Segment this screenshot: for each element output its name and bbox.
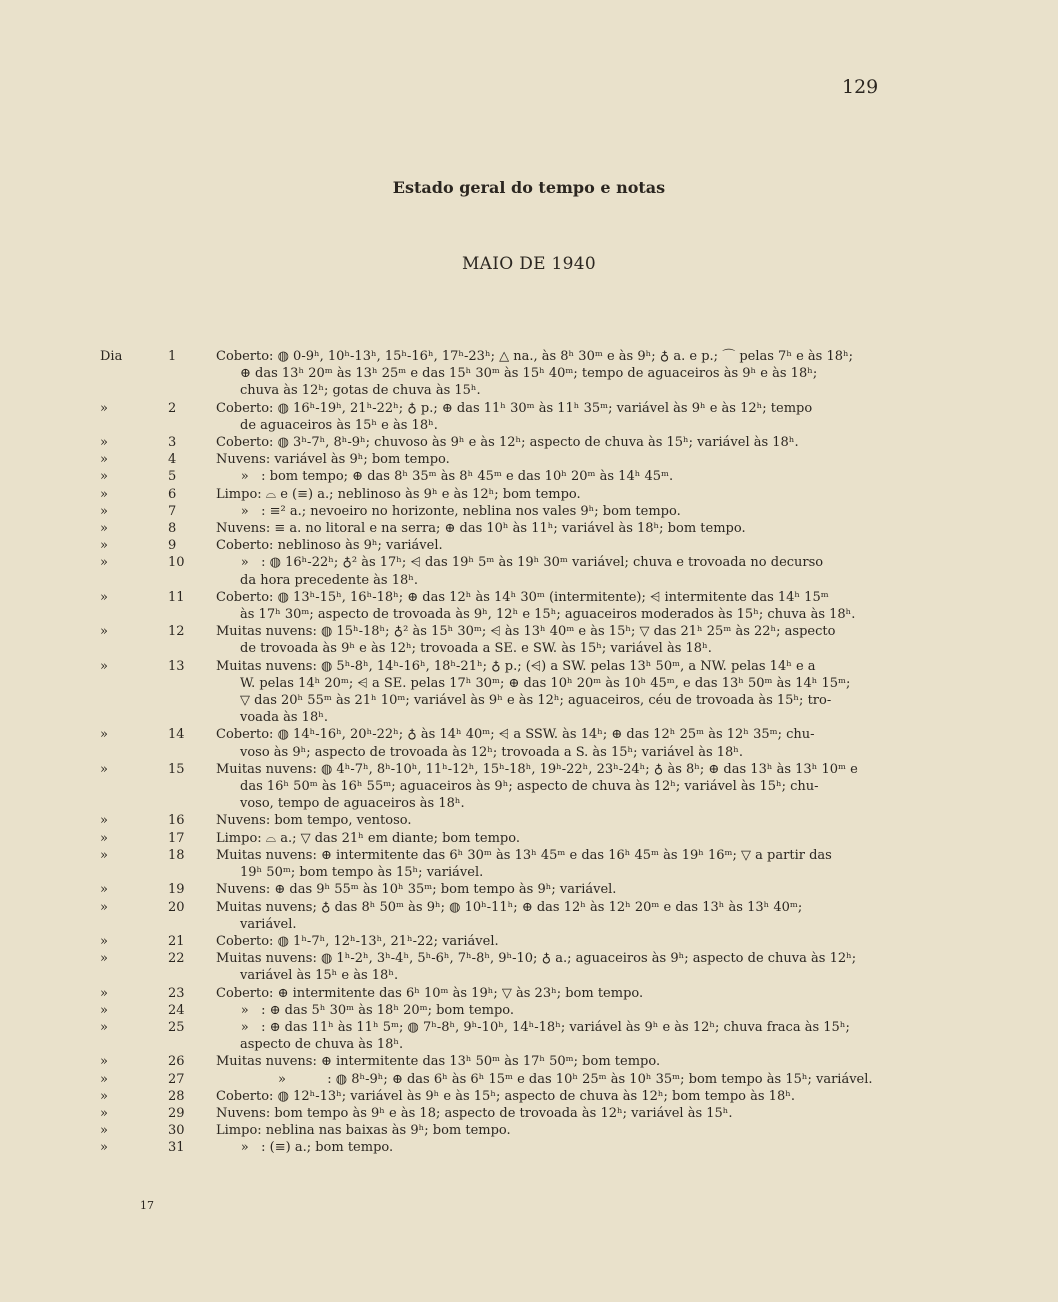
note-line: Nuvens: bom tempo, ventoso. [216,813,412,829]
day-label: » [100,589,108,605]
day-entry [100,589,890,623]
day-number: 18 [168,847,185,863]
day-entry [100,503,890,520]
note-line: Coberto: ◍ 16ʰ-19ʰ, 21ʰ-22ʰ; ♁ p.; ⊕ das 11ʰ 30ᵐ às 11ʰ 35ᵐ; variável às 9ʰ e às 12ʰ; tempo [216,400,813,416]
day-notes [216,1122,890,1139]
day-notes [216,400,890,434]
day-entry [100,761,890,813]
day-entry [100,812,890,829]
day-entry [100,451,890,468]
day-notes [216,1088,890,1105]
day-notes [216,520,890,537]
day-entry [100,486,890,503]
day-entry [100,1071,890,1088]
day-label: » [100,469,108,485]
note-line: » : ≡² a.; nevoeiro no horizonte, neblina nos vales 9ʰ; bom tempo. [216,503,681,519]
note-line: aspecto de chuva às 18ʰ. [240,1037,404,1053]
day-number: 29 [168,1105,185,1121]
day-notes [216,486,890,503]
day-label: » [100,435,108,451]
day-notes [216,950,890,984]
note-line: Muitas nuvens: ◍ 5ʰ-8ʰ, 14ʰ-16ʰ, 18ʰ-21ʰ; ♁ p.; (⩤) a SW. pelas 13ʰ 50ᵐ, a NW. pelas 14ʰ e a [216,658,816,674]
day-notes [216,554,890,588]
day-notes [216,348,890,400]
day-entry [100,1122,890,1139]
note-line: 19ʰ 50ᵐ; bom tempo às 15ʰ; variável. [240,865,484,881]
note-line: Coberto: neblinoso às 9ʰ; variável. [216,538,443,554]
day-number: 15 [168,761,185,777]
day-notes [216,1071,890,1088]
note-line: Muitas nuvens: ⊕ intermitente das 6ʰ 30ᵐ às 13ʰ 45ᵐ e das 16ʰ 45ᵐ às 19ʰ 16ᵐ; ▽ a partir das [216,847,832,863]
day-label: » [100,1123,108,1139]
month-title: MAIO DE 1940 [461,254,597,274]
day-notes [216,1019,890,1053]
day-label: » [100,658,108,674]
note-line: Muitas nuvens: ◍ 15ʰ-18ʰ; ♁² às 15ʰ 30ᵐ; ⩤ às 13ʰ 40ᵐ e às 15ʰ; ▽ das 21ʰ 25ᵐ às 22ʰ; aspecto [216,624,836,640]
note-line: ▽ das 20ʰ 55ᵐ às 21ʰ 10ᵐ; variável às 9ʰ e às 12ʰ; aguaceiros, céu de trovoada às 15ʰ; tro- [240,693,832,709]
note-line: ⊕ das 13ʰ 20ᵐ às 13ʰ 25ᵐ e das 15ʰ 30ᵐ às 15ʰ 40ᵐ; tempo de aguaceiros às 9ʰ e às 18ʰ; [240,366,818,382]
day-entry [100,899,890,933]
note-line: Coberto: ◍ 14ʰ-16ʰ, 20ʰ-22ʰ; ♁ às 14ʰ 40ᵐ; ⩤ a SSW. às 14ʰ; ⊕ das 12ʰ 25ᵐ às 12ʰ 35ᵐ; chu- [216,727,815,743]
day-entry [100,881,890,898]
page-number: 129 [842,76,879,98]
day-number: 14 [168,727,185,743]
day-number: 3 [168,435,177,451]
note-line: Nuvens: variável às 9ʰ; bom tempo. [216,452,450,468]
day-entry [100,1139,890,1156]
day-entry [100,950,890,984]
day-label: Dia [100,349,123,364]
day-number: 24 [168,1002,185,1018]
day-number: 27 [168,1071,185,1087]
note-line: das 16ʰ 50ᵐ às 16ʰ 55ᵐ; aguaceiros às 9ʰ; aspecto de chuva às 12ʰ; variável às 15ʰ; chu- [240,779,819,795]
signature-number: 17 [140,1199,154,1212]
day-entry [100,985,890,1002]
note-line: Coberto: ◍ 13ʰ-15ʰ, 16ʰ-18ʰ; ⊕ das 12ʰ às 14ʰ 30ᵐ (intermitente); ⩤ intermitente das 14ʰ 15ᵐ [216,589,829,605]
note-line: de aguaceiros às 15ʰ e às 18ʰ. [240,417,438,433]
day-number: 11 [168,589,185,605]
day-label: » [100,400,108,416]
day-entry [100,520,890,537]
day-number: 8 [168,521,177,537]
day-entry [100,847,890,881]
day-label: » [100,538,108,554]
day-notes [216,658,890,727]
day-number: 21 [168,933,185,949]
day-label: » [100,555,108,571]
note-line: Muitas nuvens: ⊕ intermitente das 13ʰ 50ᵐ às 17ʰ 50ᵐ; bom tempo. [216,1054,661,1070]
day-label: » [100,899,108,915]
day-label: » [100,761,108,777]
day-entry [100,434,890,451]
day-entry [100,1002,890,1019]
day-notes [216,589,890,623]
day-notes [216,1139,890,1156]
day-number: 4 [168,452,177,468]
day-label: » [100,813,108,829]
day-number: 10 [168,555,185,571]
note-line: Coberto: ◍ 3ʰ-7ʰ, 8ʰ-9ʰ; chuvoso às 9ʰ e às 12ʰ; aspecto de chuva às 15ʰ; variável às 18ʰ. [216,435,799,451]
day-number: 20 [168,899,185,915]
day-notes [216,434,890,451]
day-label: » [100,727,108,743]
day-notes [216,847,890,881]
note-line: » : ◍ 8ʰ-9ʰ; ⊕ das 6ʰ às 6ʰ 15ᵐ e das 10ʰ 25ᵐ às 10ʰ 35ᵐ; bom tempo às 15ʰ; variável. [216,1071,873,1087]
day-entry [100,554,890,588]
day-number: 9 [168,538,177,554]
note-line: Limpo: ⌓ a.; ▽ das 21ʰ em diante; bom tempo. [216,830,520,846]
day-notes [216,726,890,760]
note-line: da hora precedente às 18ʰ. [240,572,418,588]
note-line: Coberto: ◍ 1ʰ-7ʰ, 12ʰ-13ʰ, 21ʰ-22; variável. [216,933,499,949]
day-label: » [100,985,108,1001]
note-line: » : (≡) a.; bom tempo. [216,1140,394,1156]
day-number: 17 [168,830,185,846]
day-notes [216,933,890,950]
day-number: 25 [168,1019,185,1035]
day-label: » [100,1054,108,1070]
day-notes [216,1053,890,1070]
day-notes [216,1105,890,1122]
note-line: Limpo: neblina nas baixas às 9ʰ; bom tempo. [216,1123,511,1139]
note-line: voso, tempo de aguaceiros às 18ʰ. [240,796,465,812]
day-notes [216,503,890,520]
day-number: 13 [168,658,185,674]
day-label: » [100,452,108,468]
day-label: » [100,847,108,863]
day-number: 31 [168,1140,185,1156]
note-line: Muitas nuvens; ♁ das 8ʰ 50ᵐ às 9ʰ; ◍ 10ʰ-11ʰ; ⊕ das 12ʰ às 12ʰ 20ᵐ e das 13ʰ às 13ʰ 40ᵐ; [216,899,803,915]
day-label: » [100,882,108,898]
day-notes [216,761,890,813]
day-number: 26 [168,1054,185,1070]
note-line: W. pelas 14ʰ 20ᵐ; ⩤ a SE. pelas 17ʰ 30ᵐ; ⊕ das 10ʰ 20ᵐ às 10ʰ 45ᵐ, e das 13ʰ 50ᵐ às 14ʰ 15ᵐ; [240,675,851,691]
day-entry [100,933,890,950]
day-number: 22 [168,951,185,967]
day-label: » [100,830,108,846]
day-label: » [100,521,108,537]
note-line: Nuvens: ≡ a. no litoral e na serra; ⊕ das 10ʰ às 11ʰ; variável às 18ʰ; bom tempo. [216,521,746,537]
day-label: » [100,624,108,640]
day-label: » [100,1088,108,1104]
day-notes [216,899,890,933]
day-notes [216,623,890,657]
day-notes [216,537,890,554]
day-number: 19 [168,882,185,898]
day-notes [216,830,890,847]
day-label: » [100,486,108,502]
day-notes [216,451,890,468]
day-entry [100,1019,890,1053]
day-number: 7 [168,503,177,519]
day-label: » [100,1140,108,1156]
note-line: Nuvens: bom tempo às 9ʰ e às 18; aspecto de trovoada às 12ʰ; variável às 15ʰ. [216,1105,733,1121]
day-notes [216,881,890,898]
day-entry [100,468,890,485]
note-line: Coberto: ⊕ intermitente das 6ʰ 10ᵐ às 19ʰ; ▽ às 23ʰ; bom tempo. [216,985,644,1001]
note-line: às 17ʰ 30ᵐ; aspecto de trovoada às 9ʰ, 12ʰ e 15ʰ; aguaceiros moderados às 15ʰ; chuva às 18ʰ. [240,607,856,623]
day-entry [100,726,890,760]
note-line: Limpo: ⌓ e (≡) a.; neblinoso às 9ʰ e às 12ʰ; bom tempo. [216,486,581,502]
day-entry [100,658,890,727]
day-entry [100,1105,890,1122]
day-label: » [100,933,108,949]
day-number: 12 [168,624,185,640]
note-line: variável. [240,916,297,932]
day-notes [216,985,890,1002]
section-title: Estado geral do tempo e notas [392,178,666,197]
note-line: Nuvens: ⊕ das 9ʰ 55ᵐ às 10ʰ 35ᵐ; bom tempo às 9ʰ; variável. [216,882,617,898]
day-entry [100,1088,890,1105]
day-label: » [100,951,108,967]
day-label: » [100,1002,108,1018]
day-number: 6 [168,486,177,502]
note-line: Coberto: ◍ 12ʰ-13ʰ; variável às 9ʰ e às 15ʰ; aspecto de chuva às 12ʰ; bom tempo às 18ʰ. [216,1088,795,1104]
note-line: Coberto: ◍ 0-9ʰ, 10ʰ-13ʰ, 15ʰ-16ʰ, 17ʰ-23ʰ; △ na., às 8ʰ 30ᵐ e às 9ʰ; ♁ a. e p.; ⌒ pelas 7ʰ e às 18ʰ; [216,349,853,364]
day-entry [100,537,890,554]
note-line: voso às 9ʰ; aspecto de trovoada às 12ʰ; trovoada a S. às 15ʰ; variável às 18ʰ. [240,744,744,760]
note-line: voada às 18ʰ. [240,710,328,726]
day-notes [216,812,890,829]
weather-entries [100,348,890,1157]
day-label: » [100,1071,108,1087]
day-entry [100,348,890,400]
note-line: » : ⊕ das 11ʰ às 11ʰ 5ᵐ; ◍ 7ʰ-8ʰ, 9ʰ-10ʰ, 14ʰ-18ʰ; variável às 9ʰ e às 12ʰ; chuva fraca às 15ʰ; [216,1019,850,1035]
day-number: 30 [168,1123,185,1139]
day-label: » [100,503,108,519]
note-line: Muitas nuvens: ◍ 1ʰ-2ʰ, 3ʰ-4ʰ, 5ʰ-6ʰ, 7ʰ-8ʰ, 9ʰ-10; ♁ a.; aguaceiros às 9ʰ; aspecto de chuva às 12ʰ; [216,951,857,967]
day-number: 28 [168,1088,185,1104]
day-number: 2 [168,400,177,416]
day-label: » [100,1019,108,1035]
day-notes [216,468,890,485]
note-line: Muitas nuvens: ◍ 4ʰ-7ʰ, 8ʰ-10ʰ, 11ʰ-12ʰ, 15ʰ-18ʰ, 19ʰ-22ʰ, 23ʰ-24ʰ; ♁ às 8ʰ; ⊕ das 13ʰ às 13ʰ 10ᵐ e [216,761,858,777]
day-number: 5 [168,469,177,485]
day-number: 23 [168,985,185,1001]
note-line: de trovoada às 9ʰ e às 12ʰ; trovoada a SE. e SW. às 15ʰ; variável às 18ʰ. [240,641,712,657]
day-entry [100,830,890,847]
note-line: » : ⊕ das 5ʰ 30ᵐ às 18ʰ 20ᵐ; bom tempo. [216,1002,515,1018]
note-line: » : bom tempo; ⊕ das 8ʰ 35ᵐ às 8ʰ 45ᵐ e das 10ʰ 20ᵐ às 14ʰ 45ᵐ. [216,469,674,485]
day-entry [100,1053,890,1070]
note-line: variável às 15ʰ e às 18ʰ. [240,968,399,984]
day-number: 1 [168,349,177,364]
day-number: 16 [168,813,185,829]
note-line: chuva às 12ʰ; gotas de chuva às 15ʰ. [240,383,481,399]
note-line: » : ◍ 16ʰ-22ʰ; ♁² às 17ʰ; ⩤ das 19ʰ 5ᵐ às 19ʰ 30ᵐ variável; chuva e trovoada no decurso [216,555,824,571]
day-notes [216,1002,890,1019]
day-label: » [100,1105,108,1121]
day-entry [100,400,890,434]
day-entry [100,623,890,657]
